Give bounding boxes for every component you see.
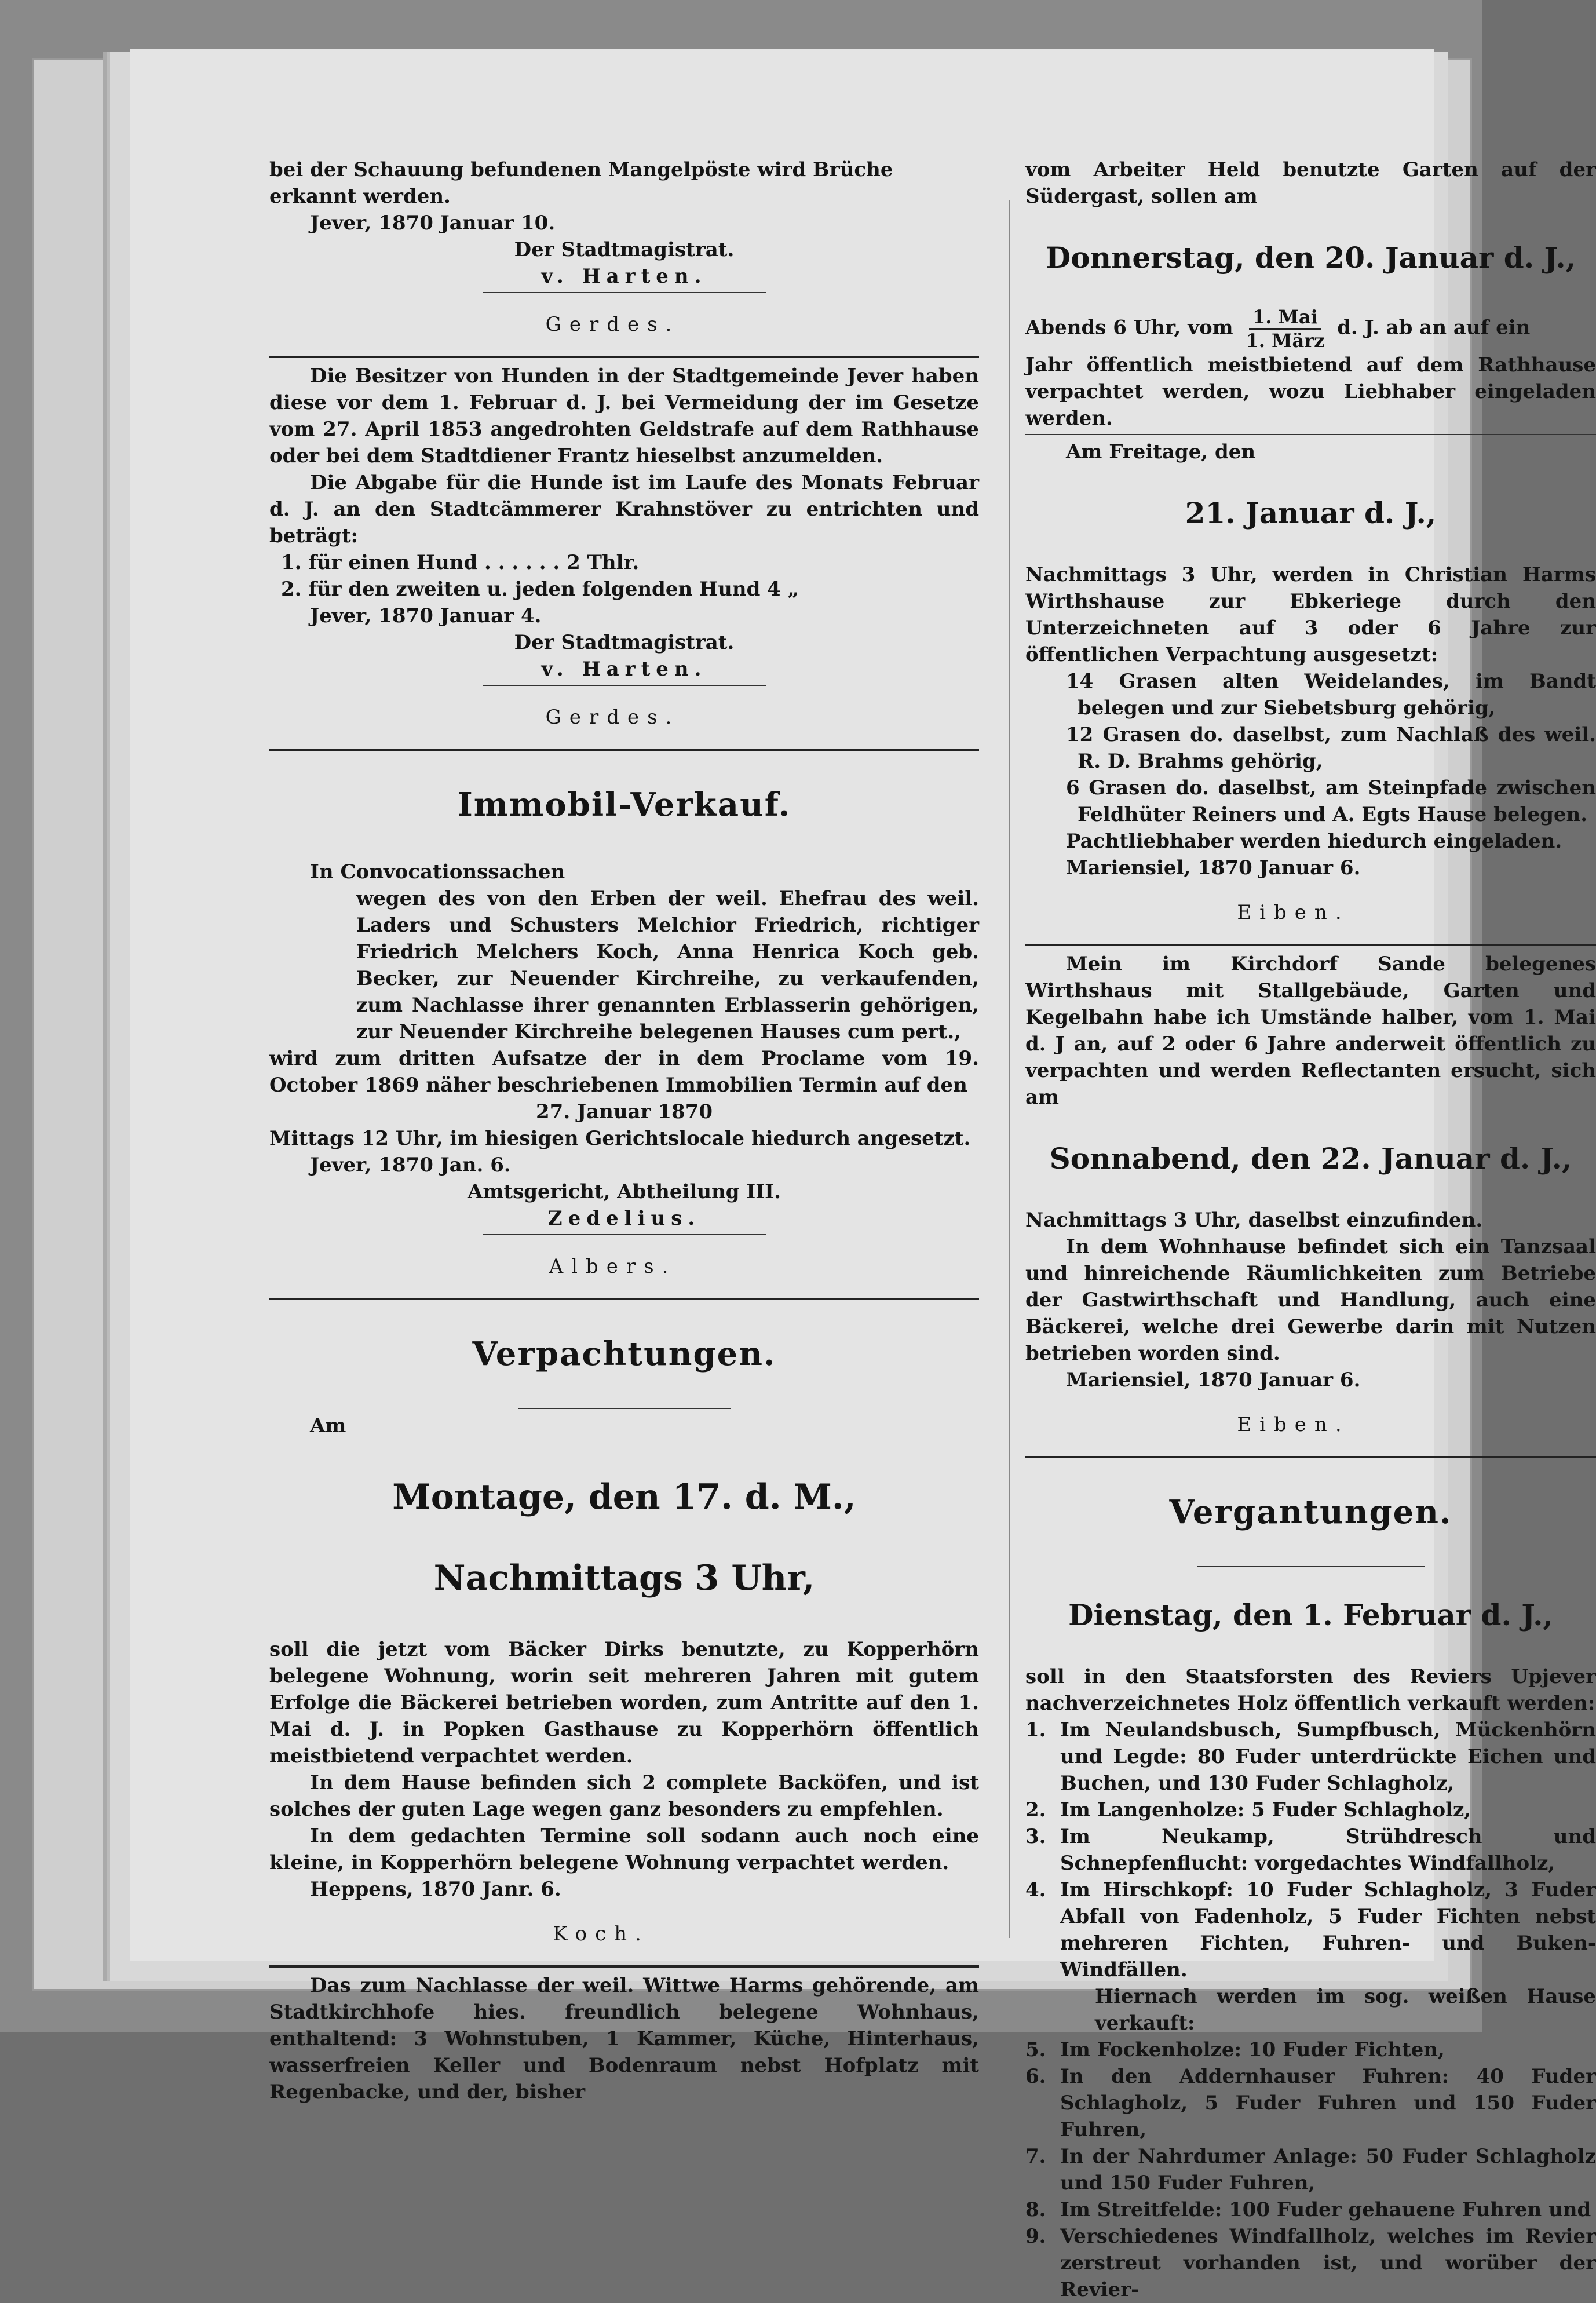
list-text: Im Neukamp, Strühdresch und Schnepfenflucht: vorgedachtes Windfallholz, <box>1060 1825 1596 1875</box>
hunde-notice-2: Die Abgabe für die Hunde ist im Laufe des Monats Februar d. J. an den Stadtcämmerer Krahnstöver zu entrichten und beträgt: <box>269 471 979 548</box>
top-text-left-2: erkannt werden. <box>269 185 451 208</box>
list-number: 7. <box>1025 2145 1046 2168</box>
list-item <box>1025 1983 1596 2036</box>
immobil-intro: In Convocationssachen <box>310 860 565 884</box>
signature-1: v. Harten. <box>541 265 707 288</box>
am-freitage: Am Freitage, den <box>1066 440 1256 463</box>
signature-2: v. Harten. <box>541 658 707 681</box>
sonnabend-body-2: In dem Wohnhause befindet sich ein Tanzsaal und hinreichende Räumlichkeiten zum Betriebe der Gastwirthschaft und Handlung, auch eine Bäckerei, welche drei Gewerbe darin mit Nutzen betrieben worden sind. <box>1025 1235 1596 1365</box>
verpacht-body-3: In dem gedachten Termine soll sodann auch noch eine kleine, in Kopperhörn belegene Wohnung verpachtet werden. <box>269 1824 979 1874</box>
fraction-top: 1. Mai <box>1249 306 1321 330</box>
org-3: Amtsgericht, Abtheilung III. <box>468 1180 781 1203</box>
verpacht-body: soll die jetzt vom Bäcker Dirks benutzte, zu Kopperhörn belegene Wohnung, worin seit mehreren Jahren mit gutem Erfolge die Bäckerei betrieben worden, zum Antritte auf den 1. Mai d. J. in Popken Gasthause zu Kopperhörn öffentlich meistbietend verpachtet werden. <box>269 1638 979 1768</box>
dienstag-date: Dienstag, den 1. Februar d. J., <box>1068 1598 1553 1632</box>
hunde-item-2: 2. für den zweiten u. jeden folgenden Hund 4 „ <box>281 578 799 601</box>
signature-2b: Gerdes. <box>545 706 680 729</box>
immobil-heading: Immobil-Verkauf. <box>457 786 791 824</box>
rule <box>1025 1456 1596 1458</box>
donnerstag-date: Donnerstag, den 20. Januar d. J., <box>1045 240 1576 275</box>
list-text: Im Langenholze: 5 Fuder Schlagholz, <box>1060 1798 1471 1822</box>
newspaper-page <box>130 49 1596 2301</box>
list-item <box>1025 1797 1596 1823</box>
org-1: Der Stadtmagistrat. <box>514 238 735 261</box>
list-number: 8. <box>1025 2198 1046 2221</box>
grasen-1: 14 Grasen alten Weidelandes, im Bandt belegen und zur Siebetsburg gehörig, <box>1066 670 1596 720</box>
rule <box>518 1408 731 1409</box>
harms-body: Nachmittags 3 Uhr, werden in Christian Harms Wirthshause zur Ebkeriege durch den Unterzeichneten auf 3 oder 6 Jahre zur öffentlichen Verpachtung ausgesetzt: <box>1025 563 1596 666</box>
signature-3b: Albers. <box>549 1255 677 1278</box>
list-number <box>1025 1983 1060 2036</box>
sonnabend-date: Sonnabend, den 22. Januar d. J., <box>1049 1141 1572 1176</box>
list-item <box>1025 2223 1596 2303</box>
left-column <box>269 156 979 2105</box>
date-r1: Mariensiel, 1870 Januar 6. <box>1066 856 1361 879</box>
wirtshaus-notice: Mein im Kirchdorf Sande belegenes Wirthshaus mit Stallgebäude, Garten und Kegelbahn habe ich Umstände halber, vom 1. Mai d. J an, auf 2 oder 6 Jahre anderweit öffentlich zu verpachten und werden Reflectanten ersucht, sich am <box>1025 952 1596 1109</box>
right-top-text: vom Arbeiter Held benutzte Garten auf der Südergast, sollen am <box>1025 158 1596 208</box>
rule <box>483 685 766 686</box>
list-text: Im Neulandsbusch, Sumpfbusch, Mückenhörn und Legde: 80 Fuder unterdrückte Eichen und Buchen, und 130 Fuder Schlagholz, <box>1060 1718 1596 1795</box>
list-number: 3. <box>1025 1825 1046 1848</box>
list-text: In den Addernhauser Fuhren: 40 Fuder Schlagholz, 5 Fuder Fuhren und 150 Fuder Fuhren, <box>1060 2065 1596 2141</box>
list-item <box>1025 2063 1596 2143</box>
abends-post: d. J. ab an auf ein <box>1337 316 1531 340</box>
list-number: 2. <box>1025 1798 1046 1822</box>
list-text: In der Nahrdumer Anlage: 50 Fuder Schlagholz und 150 Fuder Fuhren, <box>1060 2145 1596 2195</box>
date-4: Heppens, 1870 Janr. 6. <box>310 1878 561 1901</box>
rule <box>483 1234 766 1235</box>
signature-r2: Eiben. <box>1237 1413 1350 1436</box>
verpacht-body-2: In dem Hause befinden sich 2 complete Backöfen, und ist solches der guten Lage wegen ganz besonders zu empfehlen. <box>269 1771 979 1821</box>
jan21-date: 21. Januar d. J., <box>1185 496 1437 530</box>
pacht-liebhaber: Pachtliebhaber werden hiedurch eingeladen. <box>1066 830 1562 853</box>
list-text: Hiernach werden im sog. weißen Hause verkauft: <box>1095 1985 1596 2035</box>
list-text: Im Streitfelde: 100 Fuder gehauene Fuhren und <box>1060 2198 1591 2221</box>
date-2: Jever, 1870 Januar 4. <box>310 604 542 627</box>
rule <box>269 1965 979 1968</box>
list-number: 9. <box>1025 2225 1046 2248</box>
am-label: Am <box>310 1414 346 1437</box>
list-item <box>1025 2143 1596 2196</box>
signature-4: Koch. <box>553 1922 649 1946</box>
list-number: 1. <box>1025 1718 1046 1742</box>
vergantungen-heading: Vergantungen. <box>1169 1493 1452 1531</box>
immobil-body-3: Mittags 12 Uhr, im hiesigen Gerichtslocale hiedurch angesetzt. <box>269 1127 971 1150</box>
list-item <box>1025 2036 1596 2063</box>
grasen-2: 12 Grasen do. daselbst, zum Nachlaß des weil. R. D. Brahms gehörig, <box>1066 723 1596 773</box>
top-text-left-1: bei der Schauung befundenen Mangelpöste wird Brüche <box>269 158 893 181</box>
hunde-notice: Die Besitzer von Hunden in der Stadtgemeinde Jever haben diese vor dem 1. Februar d. J. bei Vermeidung der im Gesetze vom 27. April 1853 angedrohten Geldstrafe auf dem Rathhause oder bei dem Stadtdiener Frantz hieselbst anzumelden. <box>269 364 979 468</box>
date-r2: Mariensiel, 1870 Januar 6. <box>1066 1368 1361 1392</box>
right-column <box>1025 156 1596 2303</box>
fraction-bottom: 1. März <box>1246 330 1325 352</box>
list-text: Verschiedenes Windfallholz, welches im Revier zerstreut vorhanden ist, und worüber der Revier- <box>1060 2225 1596 2301</box>
signature-1b: Gerdes. <box>545 313 680 336</box>
list-text: Im Fockenholze: 10 Fuder Fichten, <box>1060 2038 1445 2061</box>
montag-date: Montage, den 17. d. M., <box>392 1477 856 1517</box>
list-item <box>1025 1717 1596 1797</box>
rule <box>1025 944 1596 946</box>
holz-list <box>1025 1717 1596 2303</box>
list-text: Im Hirschkopf: 10 Fuder Schlagholz, 3 Fuder Abfall von Fadenholz, 5 Fuder Fichten nebst mehreren Fichten, Fuhren- und Buken-Windfällen. <box>1060 1878 1596 1981</box>
nachmittags-time: Nachmittags 3 Uhr, <box>433 1558 815 1598</box>
rule <box>1025 434 1596 435</box>
rule <box>1197 1566 1425 1567</box>
signature-r1: Eiben. <box>1237 901 1350 924</box>
sonnabend-body: Nachmittags 3 Uhr, daselbst einzufinden. <box>1025 1209 1483 1232</box>
immobil-date: 27. Januar 1870 <box>536 1100 713 1123</box>
harms-notice: Das zum Nachlasse der weil. Wittwe Harms gehörende, am Stadtkirchhofe hies. freundlich belegene Wohnhaus, enthaltend: 3 Wohnstuben, 1 Kammer, Küche, Hinterhaus, wasserfreien Keller und Bodenraum nebst Hofplatz mit Regenbacke, und der, bisher <box>269 1974 979 2104</box>
immobil-body-2: wird zum dritten Aufsatze der in dem Proclame vom 19. October 1869 näher beschriebenen Immobilien Termin auf den <box>269 1047 979 1097</box>
hunde-item-1: 1. für einen Hund . . . . . . 2 Thlr. <box>281 551 640 574</box>
list-number: 6. <box>1025 2065 1046 2088</box>
list-item <box>1025 1877 1596 1983</box>
grasen-3: 6 Grasen do. daselbst, am Steinpfade zwischen Feldhüter Reiners und A. Egts Hause belegen. <box>1066 776 1596 826</box>
abends-line <box>1025 306 1596 352</box>
org-2: Der Stadtmagistrat. <box>514 631 735 654</box>
rule <box>269 749 979 751</box>
rule <box>269 356 979 358</box>
verpachtungen-heading: Verpachtungen. <box>472 1335 776 1373</box>
date-3: Jever, 1870 Jan. 6. <box>310 1154 511 1177</box>
list-item <box>1025 2196 1596 2223</box>
immobil-body: wegen des von den Erben der weil. Ehefrau des weil. Laders und Schusters Melchior Friedrich, richtiger Friedrich Melchers Koch, Anna Henrica Koch geb. Becker, zur Neuender Kirchreihe, zu verkaufenden, zum Nachlasse ihrer genannten Erblasserin gehörigen, zur Neuender Kirchreihe belegenen Hauses cum pert., <box>356 887 979 1043</box>
date-1: Jever, 1870 Januar 10. <box>310 211 556 235</box>
signature-3: Zedelius. <box>547 1207 701 1230</box>
rule <box>269 1298 979 1300</box>
list-number: 5. <box>1025 2038 1046 2061</box>
date-fraction <box>1246 306 1325 352</box>
rule <box>483 292 766 293</box>
list-item <box>1025 1823 1596 1877</box>
abends-rest: Jahr öffentlich meistbietend auf dem Rathhause verpachtet werden, wozu Liebhaber eingeladen werden. <box>1025 353 1596 430</box>
abends-pre: Abends 6 Uhr, vom <box>1025 316 1233 340</box>
list-number: 4. <box>1025 1878 1046 1901</box>
column-divider <box>1009 200 1010 1938</box>
vergant-body: soll in den Staatsforsten des Reviers Upjever nachverzeichnetes Holz öffentlich verkauft werden: <box>1025 1665 1596 1715</box>
